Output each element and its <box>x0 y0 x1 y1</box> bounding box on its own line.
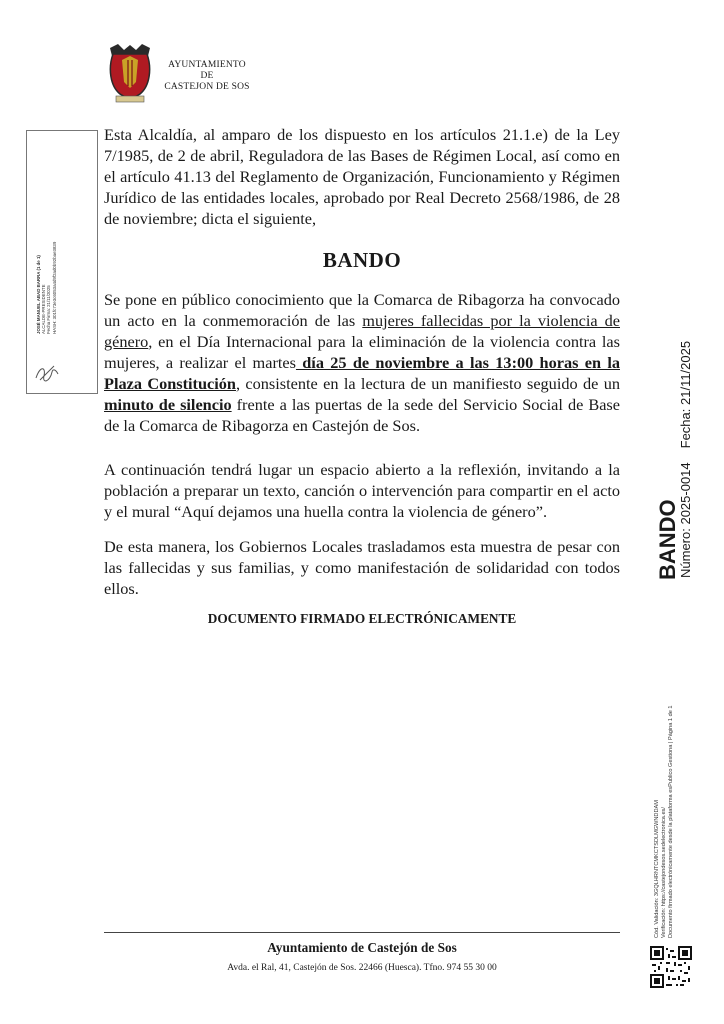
platform-note: Documento firmado electrónicamente desde la plataforma esPublico Gestiona | Página 1 de 1 <box>668 705 675 938</box>
reflection-text: A continuación tendrá lugar un espacio abierto a la reflexión, invitando a la población a preparar un texto, canción o intervención para compartir en el acto y el mural “Aquí dejamos una huella contra la violencia de género”. <box>104 460 620 521</box>
council-name-line2: DE <box>200 71 214 81</box>
announcement-text-c: , consistente en la lectura de un manifiesto seguido de un <box>235 374 620 393</box>
side-date: Fecha: 21/11/2025 <box>678 340 693 449</box>
signature-date: Fecha Firma: 21/11/2025 <box>46 285 52 334</box>
intro-text: Esta Alcaldía, al amparo de los dispuesto en los artículos 21.1.e) de la Ley 7/1985, de 2 de abril, Reguladora de las Bases de Régimen Local, así como en el artículo 41.13 del Reglamento de Organización, Funcionamiento y Régimen Jurídico de las entidades locales, aprobado por Real Decreto 2568/1986, de 28 de noviembre; dicta el siguiente, <box>104 125 620 228</box>
underlined-victims: mujeres fallecidas por la violencia de género <box>104 311 620 351</box>
reflection-paragraph <box>104 459 620 522</box>
signer-name: JOSÉ MANUEL ABAD BARRA (1 de 1) <box>36 255 41 334</box>
closing-paragraph <box>104 536 620 599</box>
announcement-text <box>104 289 620 436</box>
intro-paragraph <box>104 124 620 229</box>
validation-code: Cód. Validación: 3GQLHRNTCMKCTSDLMGWNDDAM <box>654 800 660 938</box>
letterhead <box>104 42 304 108</box>
footer-divider <box>104 932 620 933</box>
side-document-type: BANDO <box>655 499 680 580</box>
announcement-paragraph <box>104 289 620 436</box>
event-date-place: día 25 de noviembre a las 13:00 horas en la Plaza Constitución <box>104 353 620 393</box>
side-number: Número: 2025-0014 <box>678 462 693 578</box>
footer-council-name: Ayuntamiento de Castejón de Sos <box>267 940 457 955</box>
signer-role: ALCALDE-PRESIDENTE <box>41 284 47 334</box>
document-title: BANDO <box>322 248 402 272</box>
handwritten-signature-icon <box>32 360 62 388</box>
announcement-text-b: , en el Día Internacional para la eliminación de la violencia contra las mujeres, a realizar el martes <box>104 332 620 372</box>
announcement-text-d: frente a las puertas de la sede del Servicio Social de Base de la Comarca de Ribagorza en Castejón de Sos. <box>104 395 620 435</box>
closing-text: De esta manera, los Gobiernos Locales trasladamos esta muestra de pesar con las fallecidas y sus familias, y como manifestación de solidaridad con todos ellos. <box>104 537 620 598</box>
council-name <box>162 60 252 93</box>
signature-details <box>36 94 57 334</box>
minute-of-silence: minuto de silencio <box>104 395 232 414</box>
council-name-line3: CASTEJON DE SOS <box>164 82 250 92</box>
signed-note: DOCUMENTO FIRMADO ELECTRÓNICAMENTE <box>207 611 517 626</box>
verification-url[interactable]: Verificación: https://castejondesos.sedelectronica.es/ <box>661 807 668 938</box>
side-number-date <box>678 327 693 578</box>
signature-hash: HASH: 301fc73e3c6053a4d9f2ad0b92bae3839 <box>51 241 57 334</box>
municipal-crest-icon <box>104 42 156 104</box>
announcement-text-a: Se pone en público conocimiento que la Comarca de Ribagorza ha convocado un acto en la conmemoración de las <box>104 290 620 330</box>
footer-address: Avda. el Ral, 41, Castejón de Sos. 22466 (Huesca). Tfno. 974 55 30 00 <box>227 963 497 973</box>
qr-code-icon[interactable] <box>650 946 692 988</box>
council-name-line1: AYUNTAMIENTO <box>168 60 246 70</box>
validation-info <box>654 638 676 938</box>
